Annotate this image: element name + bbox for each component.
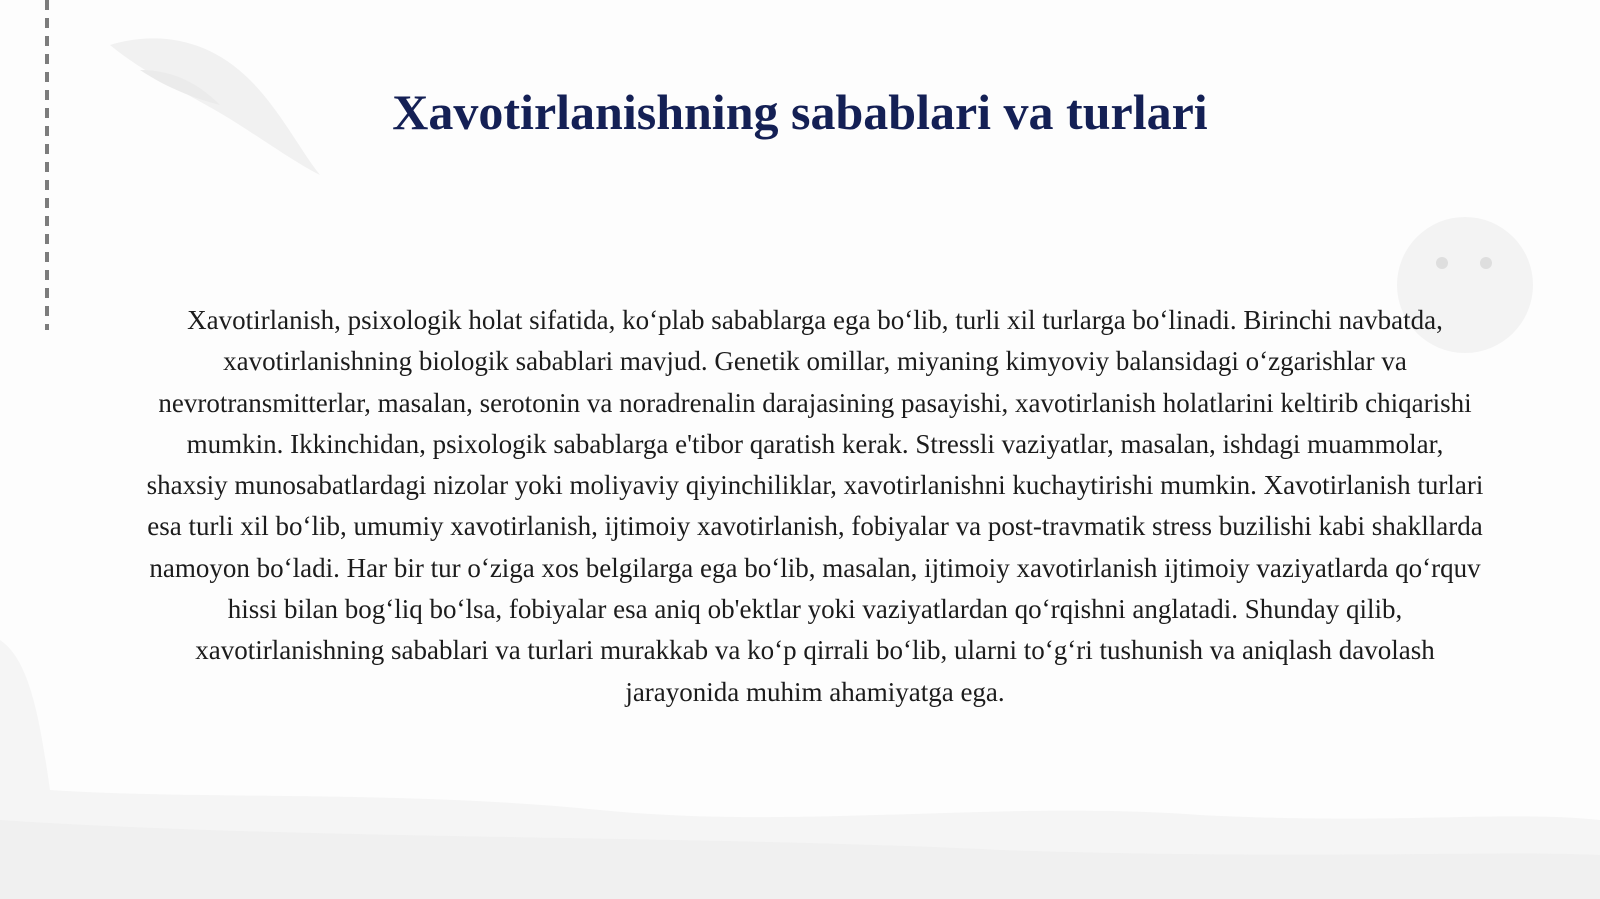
- dot-decoration: [1436, 257, 1448, 269]
- dashed-line-decoration: [45, 0, 49, 330]
- slide-title: Xavotirlanishning sabablari va turlari: [392, 84, 1208, 140]
- dot-decoration: [1480, 257, 1492, 269]
- slide-body-text: Xavotirlanish, psixologik holat sifatida, ko‘plab sabablarga ega bo‘lib, turli xil turlarga bo‘linadi. Birinchi navbatda, xavotirlanishning biologik sabablari mavjud. Genetik omillar, miyaning kimyoviy balansidagi o‘zgarishlar va nevrotransmitterlar, masalan, serotonin va noradrenalin darajasining pasayishi, xavotirlanish holatlarini keltirib chiqarishi mumkin. Ikkinchidan, psixologik sabablarga e'tibor qaratish kerak. Stressli vaziyatlar, masalan, ishdagi muammolar, shaxsiy munosabatlardagi nizolar yoki moliyaviy qiyinchiliklar, xavotirlanishni kuchaytirishi mumkin. Xavotirlanish turlari esa turli xil bo‘lib, umumiy xavotirlanish, ijtimoiy xavotirlanish, fobiyalar va post-travmatik stress buzilishi kabi shakllarda namoyon bo‘ladi. Har bir tur o‘ziga xos belgilarga ega bo‘lib, masalan, ijtimoiy xavotirlanish ijtimoiy vaziyatlarda qo‘rquv hissi bilan bog‘liq bo‘lsa, fobiyalar esa aniq ob'ektlar yoki vaziyatlardan qo‘rqishni anglatadi. Shunday qilib, xavotirlanishning sabablari va turlari murakkab va ko‘p qirrali bo‘lib, ularni to‘g‘ri tushunish va aniqlash davolash jarayonida muhim ahamiyatga ega.: [146, 305, 1484, 707]
